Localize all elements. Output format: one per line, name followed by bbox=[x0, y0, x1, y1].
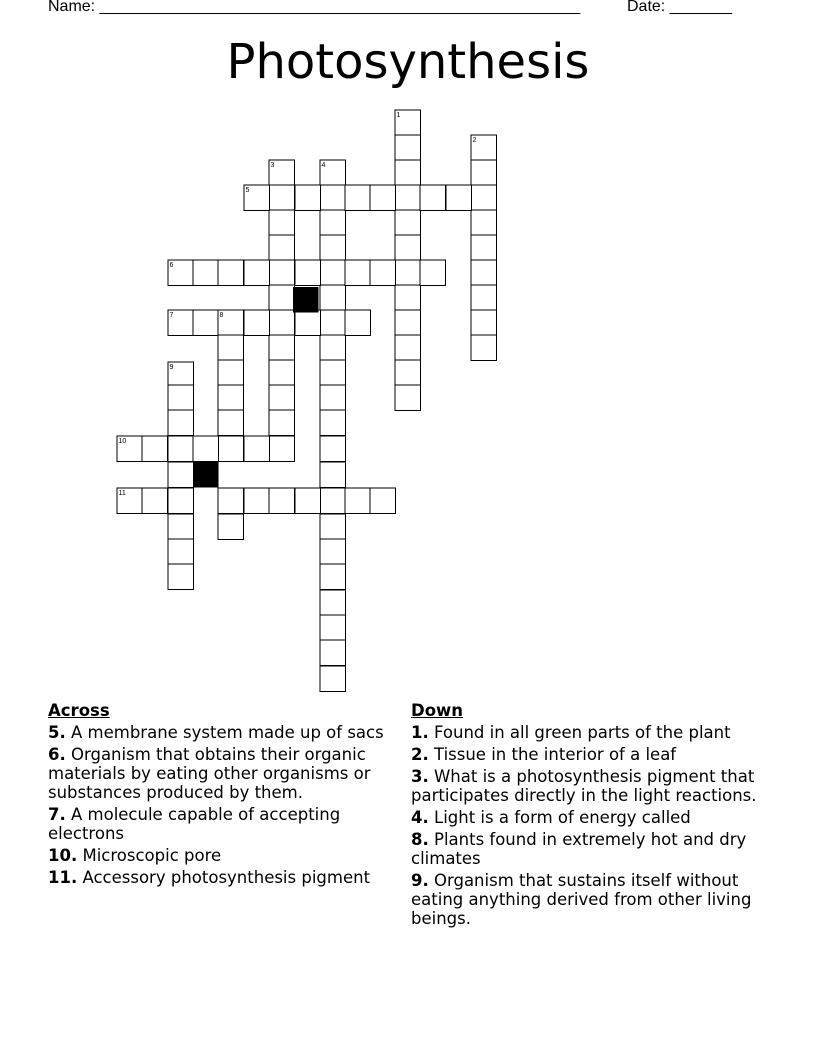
clue-text: Organism that sustains itself without eating anything derived from other living beings. bbox=[411, 871, 752, 928]
grid-cell[interactable] bbox=[471, 160, 497, 186]
grid-cell[interactable] bbox=[269, 310, 295, 336]
grid-cell[interactable] bbox=[471, 335, 497, 361]
grid-cell[interactable] bbox=[244, 185, 270, 211]
grid-cell[interactable] bbox=[446, 185, 472, 211]
cell-number: 2 bbox=[472, 137, 477, 144]
across-heading: Across bbox=[48, 701, 110, 720]
grid-cell[interactable] bbox=[218, 260, 244, 286]
cell-number: 7 bbox=[169, 312, 174, 319]
grid-cell[interactable] bbox=[345, 488, 371, 514]
grid-cell[interactable] bbox=[269, 360, 295, 386]
grid-cell[interactable] bbox=[168, 539, 194, 565]
grid-cell[interactable] bbox=[395, 285, 421, 311]
grid-cell[interactable] bbox=[370, 260, 396, 286]
grid-cell[interactable] bbox=[395, 110, 421, 136]
grid-cell[interactable] bbox=[471, 260, 497, 286]
grid-cell[interactable] bbox=[295, 260, 321, 286]
grid-cell[interactable] bbox=[320, 640, 346, 666]
clue-down-2 bbox=[411, 745, 761, 764]
clue-number: 5. bbox=[48, 723, 66, 742]
grid-cell[interactable] bbox=[269, 410, 295, 436]
clue-text: Light is a form of energy called bbox=[428, 808, 691, 827]
black-square bbox=[193, 462, 219, 488]
grid-cell[interactable] bbox=[320, 590, 346, 616]
cell-number: 9 bbox=[169, 364, 174, 371]
grid-cell[interactable] bbox=[117, 436, 143, 462]
grid-cell[interactable] bbox=[168, 260, 194, 286]
clue-down-3 bbox=[411, 767, 761, 805]
grid-cell[interactable] bbox=[193, 310, 219, 336]
clue-number: 11. bbox=[48, 868, 78, 887]
grid-cell[interactable] bbox=[218, 360, 244, 386]
date-field[interactable]: Date: _______ bbox=[627, 0, 732, 15]
grid-cell[interactable] bbox=[168, 514, 194, 540]
cell-number: 3 bbox=[270, 162, 275, 169]
clue-number: 4. bbox=[411, 808, 429, 827]
grid-cell[interactable] bbox=[320, 539, 346, 565]
clue-text: Tissue in the interior of a leaf bbox=[428, 745, 677, 764]
clue-text: Microscopic pore bbox=[77, 846, 222, 865]
cell-number: 8 bbox=[219, 312, 224, 319]
grid-cell[interactable] bbox=[395, 310, 421, 336]
grid-cell[interactable] bbox=[295, 488, 321, 514]
grid-cell[interactable] bbox=[244, 436, 270, 462]
grid-cell[interactable] bbox=[168, 410, 194, 436]
grid-cell[interactable] bbox=[420, 185, 446, 211]
clue-text: Organism that obtains their organic materials by eating other organisms or substances produced by them. bbox=[48, 745, 371, 802]
grid-cell[interactable] bbox=[269, 385, 295, 411]
grid-cell[interactable] bbox=[320, 410, 346, 436]
grid-cell[interactable] bbox=[269, 235, 295, 261]
grid-cell[interactable] bbox=[320, 488, 346, 514]
grid-cell[interactable] bbox=[295, 310, 321, 336]
clue-number: 9. bbox=[411, 871, 429, 890]
grid-cell[interactable] bbox=[320, 436, 346, 462]
puzzle-title: Photosynthesis bbox=[226, 34, 590, 90]
grid-cell[interactable] bbox=[295, 185, 321, 211]
clue-down-8 bbox=[411, 830, 761, 868]
grid-cell[interactable] bbox=[218, 514, 244, 540]
clue-across-6 bbox=[48, 745, 388, 802]
grid-cell[interactable] bbox=[395, 335, 421, 361]
grid-cell[interactable] bbox=[395, 160, 421, 186]
cell-number: 4 bbox=[321, 162, 326, 169]
grid-cell[interactable] bbox=[471, 235, 497, 261]
clue-text: Found in all green parts of the plant bbox=[428, 723, 731, 742]
grid-cell[interactable] bbox=[168, 462, 194, 488]
grid-cell[interactable] bbox=[193, 436, 219, 462]
grid-cell[interactable] bbox=[168, 488, 194, 514]
grid-cell[interactable] bbox=[168, 310, 194, 336]
clue-text: What is a photosynthesis pigment that participates directly in the light reactions. bbox=[411, 767, 757, 805]
grid-cell[interactable] bbox=[320, 666, 346, 692]
clue-down-4 bbox=[411, 808, 761, 827]
clue-number: 3. bbox=[411, 767, 429, 786]
grid-cell[interactable] bbox=[269, 488, 295, 514]
grid-cell[interactable] bbox=[395, 210, 421, 236]
clue-text: A membrane system made up of sacs bbox=[65, 723, 384, 742]
grid-cell[interactable] bbox=[320, 185, 346, 211]
grid-cell[interactable] bbox=[142, 436, 168, 462]
grid-cell[interactable] bbox=[168, 385, 194, 411]
grid-cell[interactable] bbox=[269, 436, 295, 462]
grid-cell[interactable] bbox=[269, 260, 295, 286]
grid-cell[interactable] bbox=[218, 410, 244, 436]
name-field[interactable]: Name: ______________________________________________________ bbox=[48, 0, 581, 15]
grid-cell[interactable] bbox=[117, 488, 143, 514]
grid-cell[interactable] bbox=[244, 488, 270, 514]
grid-cell[interactable] bbox=[244, 310, 270, 336]
clue-number: 10. bbox=[48, 846, 78, 865]
grid-cell[interactable] bbox=[142, 488, 168, 514]
grid-cell[interactable] bbox=[168, 436, 194, 462]
grid-cell[interactable] bbox=[471, 210, 497, 236]
grid-cell[interactable] bbox=[320, 160, 346, 186]
clue-number: 1. bbox=[411, 723, 429, 742]
grid-cell[interactable] bbox=[345, 310, 371, 336]
grid-cell[interactable] bbox=[320, 310, 346, 336]
grid-cell[interactable] bbox=[345, 260, 371, 286]
clue-text: A molecule capable of accepting electrons bbox=[48, 805, 341, 843]
grid-cell[interactable] bbox=[168, 564, 194, 590]
grid-cell[interactable] bbox=[218, 335, 244, 361]
down-heading: Down bbox=[411, 701, 464, 720]
grid-cell[interactable] bbox=[320, 385, 346, 411]
grid-cell[interactable] bbox=[193, 260, 219, 286]
grid-cell[interactable] bbox=[395, 385, 421, 411]
grid-cell[interactable] bbox=[370, 185, 396, 211]
grid-cell[interactable] bbox=[320, 235, 346, 261]
across-clues bbox=[48, 701, 388, 890]
grid-cell[interactable] bbox=[218, 488, 244, 514]
grid-cell[interactable] bbox=[345, 185, 371, 211]
grid-cell[interactable] bbox=[269, 335, 295, 361]
grid-cell[interactable] bbox=[320, 285, 346, 311]
grid-cell[interactable] bbox=[471, 285, 497, 311]
grid-cell[interactable] bbox=[395, 135, 421, 161]
grid-cell[interactable] bbox=[269, 285, 295, 311]
down-clues bbox=[411, 701, 761, 931]
clue-number: 7. bbox=[48, 805, 66, 824]
grid-cell[interactable] bbox=[218, 436, 244, 462]
grid-cell[interactable] bbox=[395, 185, 421, 211]
clue-text: Plants found in extremely hot and dry climates bbox=[411, 830, 747, 868]
cell-number: 1 bbox=[396, 112, 401, 119]
grid-cell[interactable] bbox=[320, 260, 346, 286]
grid-cell[interactable] bbox=[320, 514, 346, 540]
grid-cell[interactable] bbox=[320, 210, 346, 236]
grid-cell[interactable] bbox=[269, 160, 295, 186]
clue-across-5 bbox=[48, 723, 388, 742]
grid-cell[interactable] bbox=[320, 462, 346, 488]
grid-cell[interactable] bbox=[471, 185, 497, 211]
grid-cell[interactable] bbox=[269, 185, 295, 211]
clue-across-10 bbox=[48, 846, 388, 865]
clue-across-11 bbox=[48, 868, 388, 887]
clue-down-9 bbox=[411, 871, 761, 928]
grid-cell[interactable] bbox=[320, 615, 346, 641]
clue-across-7 bbox=[48, 805, 388, 843]
grid-cell[interactable] bbox=[471, 135, 497, 161]
grid-cell[interactable] bbox=[218, 385, 244, 411]
grid-cell[interactable] bbox=[370, 488, 396, 514]
clue-number: 2. bbox=[411, 745, 429, 764]
grid-cell[interactable] bbox=[244, 260, 270, 286]
clue-text: Accessory photosynthesis pigment bbox=[77, 868, 371, 887]
grid-cell[interactable] bbox=[395, 360, 421, 386]
grid-cell[interactable] bbox=[471, 310, 497, 336]
grid-cell[interactable] bbox=[320, 360, 346, 386]
black-square bbox=[293, 287, 319, 313]
grid-cell[interactable] bbox=[168, 362, 194, 388]
grid-cell[interactable] bbox=[320, 564, 346, 590]
grid-cell[interactable] bbox=[218, 310, 244, 336]
grid-cell[interactable] bbox=[269, 210, 295, 236]
cell-number: 6 bbox=[169, 262, 174, 269]
grid-cell[interactable] bbox=[320, 335, 346, 361]
clue-down-1 bbox=[411, 723, 761, 742]
cell-number: 11 bbox=[118, 490, 126, 497]
grid-cell[interactable] bbox=[395, 260, 421, 286]
cell-number: 10 bbox=[118, 438, 127, 445]
cell-number: 5 bbox=[245, 187, 250, 194]
clue-number: 6. bbox=[48, 745, 66, 764]
grid-cell[interactable] bbox=[420, 260, 446, 286]
clue-number: 8. bbox=[411, 830, 429, 849]
grid-cell[interactable] bbox=[395, 235, 421, 261]
